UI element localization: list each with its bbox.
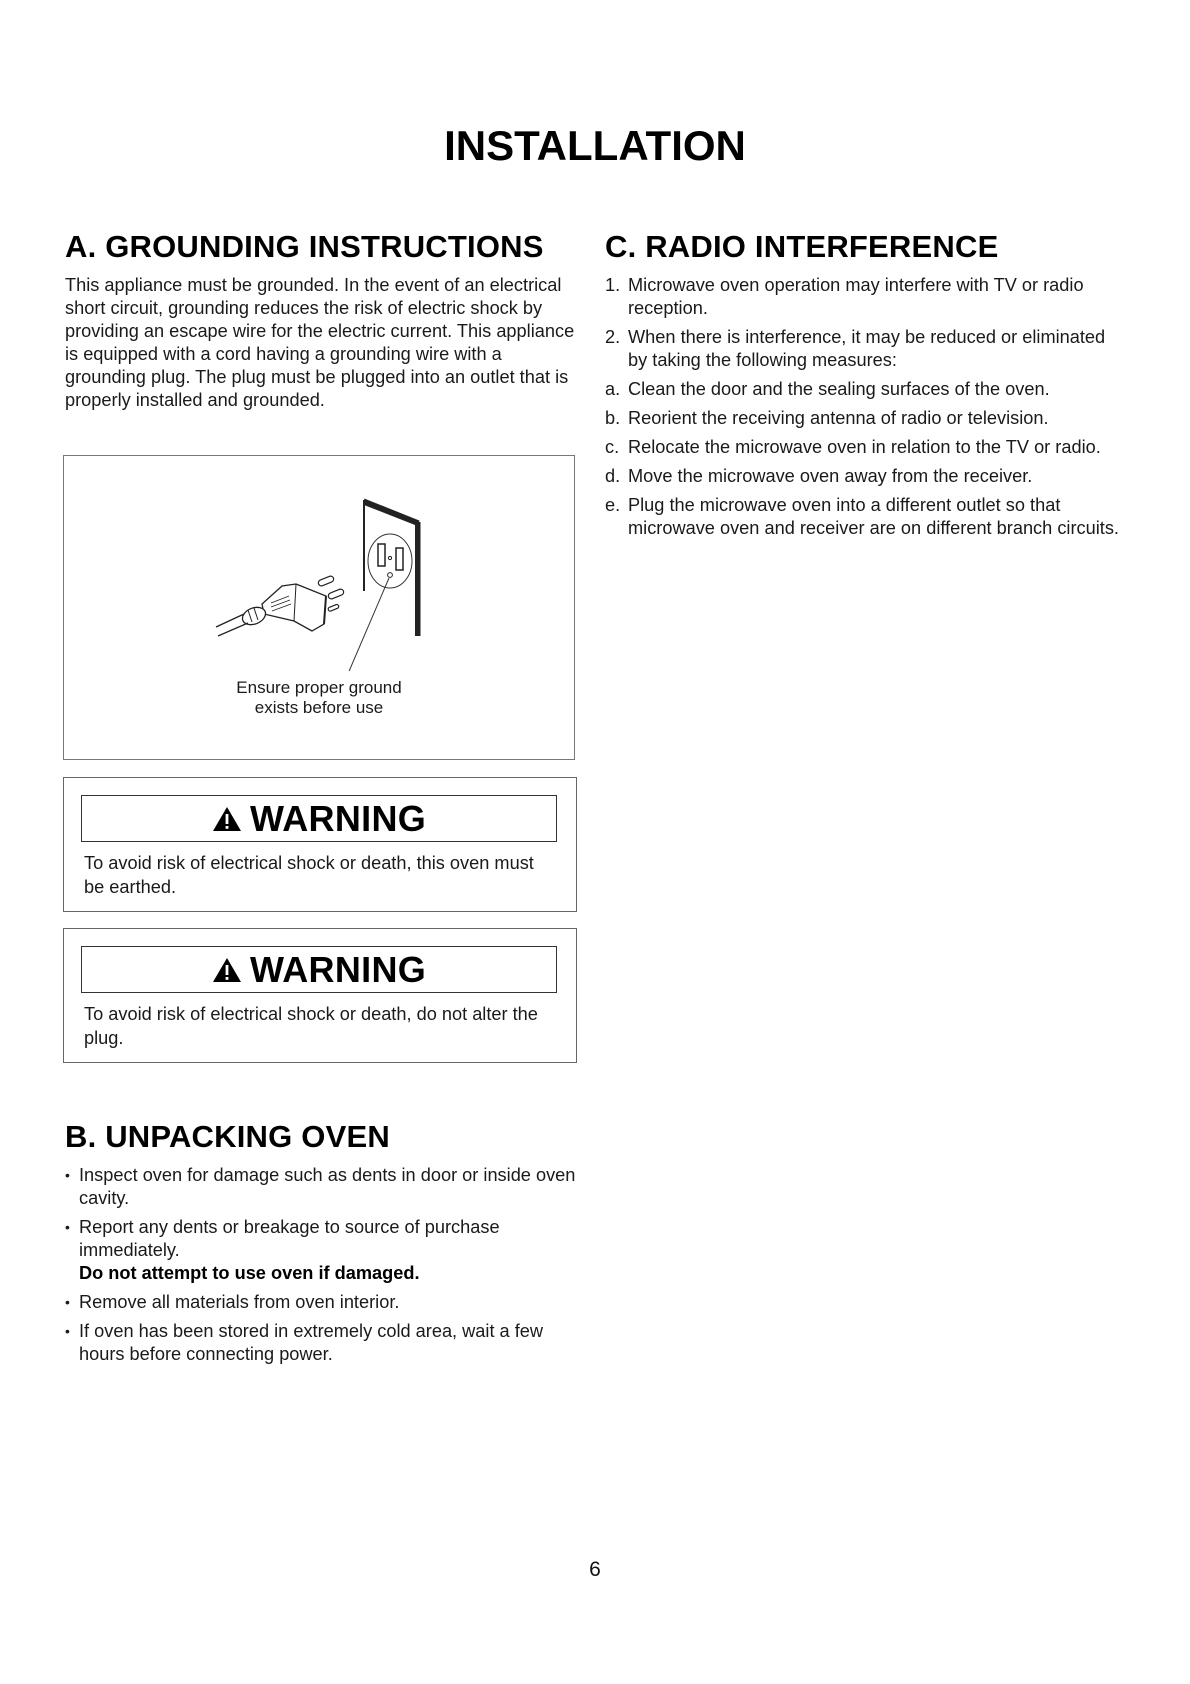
warning-box-earthed: [63, 777, 577, 912]
section-unpacking-oven: [65, 1118, 577, 1372]
list-item: b. Reorient the receiving antenna of radio or television.: [605, 408, 1049, 428]
plug-and-outlet-illustration: [214, 496, 444, 671]
section-c-heading: C. RADIO INTERFERENCE: [605, 229, 999, 264]
warning-triangle-icon: [212, 806, 242, 832]
section-radio-interference: [605, 228, 1125, 546]
warning-header: [81, 795, 557, 842]
figure-caption: [64, 678, 574, 718]
warning-text: To avoid risk of electrical shock or death, do not alter the plug.: [84, 1004, 538, 1048]
figure-caption-line1: Ensure proper ground: [236, 678, 402, 697]
list-item: d. Move the microwave oven away from the receiver.: [605, 466, 1033, 486]
list-item: • Report any dents or breakage to source of purchase immediately. Do not attempt to use oven if damaged.: [65, 1216, 577, 1285]
list-item: 2. When there is interference, it may be reduced or eliminated by taking the following measures:: [605, 327, 1106, 370]
figure-caption-line2: exists before use: [254, 698, 384, 717]
interference-list: [605, 274, 1125, 540]
section-a-heading: A. GROUNDING INSTRUCTIONS: [65, 229, 544, 264]
list-item: • Inspect oven for damage such as dents in door or inside oven cavity.: [65, 1164, 577, 1210]
list-item: a. Clean the door and the sealing surfaces of the oven.: [605, 379, 1050, 399]
list-item: 1. Microwave oven operation may interfere with TV or radio reception.: [605, 275, 1084, 318]
damage-note: Do not attempt to use oven if damaged.: [79, 1263, 420, 1283]
grounding-figure: [63, 455, 575, 760]
section-grounding-instructions: [65, 228, 577, 412]
list-item: e. Plug the microwave oven into a different outlet so that microwave oven and receiver are on different branch circuits.: [605, 495, 1119, 538]
warning-title: WARNING: [249, 948, 427, 990]
section-a-body: This appliance must be grounded. In the event of an electrical short circuit, grounding reduces the risk of electric shock by providing an escape wire for the electric current. This appliance is equipped with a cord having a grounding wire with a grounding plug. The plug must be plugged into an outlet that is properly installed and grounded.: [65, 275, 575, 410]
list-item: • Remove all materials from oven interior.: [65, 1291, 577, 1314]
warning-header: [81, 946, 557, 993]
section-b-heading: B. UNPACKING OVEN: [65, 1119, 390, 1154]
warning-text: To avoid risk of electrical shock or death, this oven must be earthed.: [84, 853, 534, 897]
list-item: c. Relocate the microwave oven in relation to the TV or radio.: [605, 437, 1101, 457]
unpacking-list: [65, 1164, 577, 1366]
warning-triangle-icon: [212, 957, 242, 983]
page-number: 6: [589, 1558, 601, 1581]
page-title: INSTALLATION: [444, 122, 746, 169]
list-item: • If oven has been stored in extremely cold area, wait a few hours before connecting power.: [65, 1320, 577, 1366]
warning-box-plug: [63, 928, 577, 1063]
warning-title: WARNING: [249, 797, 427, 839]
